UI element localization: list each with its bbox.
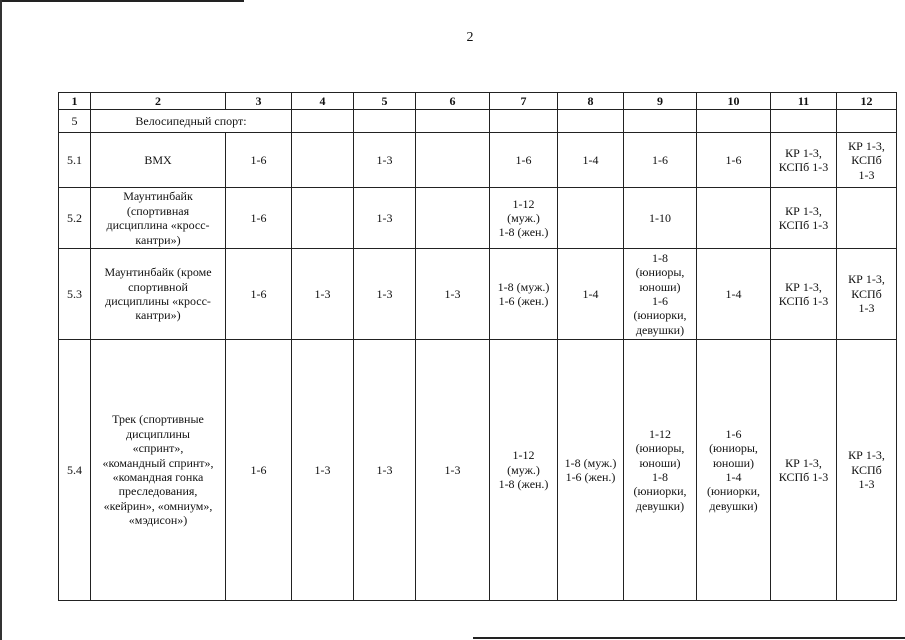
discipline-name-line: кантри») bbox=[135, 232, 181, 247]
cell-line: 1-3 bbox=[376, 286, 393, 301]
cell-line: (юниоры, bbox=[635, 441, 685, 456]
table-cell bbox=[354, 110, 416, 133]
cell-line: 1-12 bbox=[512, 196, 535, 211]
page-number: 2 bbox=[466, 30, 474, 45]
row-number: 5.3 bbox=[59, 248, 91, 339]
discipline-name-line: дисциплина «кросс- bbox=[106, 218, 210, 233]
cell-line: (муж.) bbox=[507, 462, 540, 477]
table-cell bbox=[697, 339, 771, 600]
table-cell bbox=[490, 248, 558, 339]
table-row bbox=[59, 339, 897, 600]
cell-line: КР 1-3, bbox=[785, 146, 822, 160]
discipline-name-line: «командная гонка bbox=[112, 469, 204, 484]
column-header: 3 bbox=[226, 93, 292, 110]
cell-line: 1-6 bbox=[250, 286, 267, 301]
cell-line: девушки) bbox=[635, 498, 685, 513]
cell-line: (юниорки, bbox=[633, 484, 687, 499]
cell-line: 1-3 bbox=[858, 301, 875, 316]
cell-line: 1-6 (жен.) bbox=[498, 293, 549, 308]
discipline-name bbox=[91, 339, 226, 600]
column-header: 12 bbox=[837, 93, 897, 110]
discipline-name-line: «мэдисон») bbox=[128, 513, 188, 528]
discipline-name-line: Маунтинбайк (кроме bbox=[104, 265, 212, 280]
sports-table bbox=[58, 92, 897, 601]
section-row bbox=[59, 110, 897, 133]
cell-line: 1-8 bbox=[652, 250, 668, 265]
table-cell bbox=[837, 110, 897, 133]
table-cell bbox=[837, 248, 897, 339]
table-cell bbox=[490, 110, 558, 133]
cell-line: КСПб 1-3 bbox=[778, 469, 829, 484]
table-cell bbox=[292, 133, 354, 188]
column-header: 4 bbox=[292, 93, 354, 110]
table-cell bbox=[837, 188, 897, 249]
discipline-name-line: «спринт», bbox=[132, 441, 184, 456]
cell-line: 1-8 bbox=[652, 469, 668, 484]
table-cell bbox=[771, 133, 837, 188]
cell-line: 1-4 bbox=[582, 286, 599, 301]
cell-line: 1-6 bbox=[250, 462, 267, 477]
cell-line: 1-3 bbox=[376, 462, 393, 477]
column-header: 2 bbox=[91, 93, 226, 110]
table-cell bbox=[292, 188, 354, 249]
cell-line: 1-8 (муж.) bbox=[564, 455, 617, 470]
table-cell bbox=[226, 133, 292, 188]
cell-line: 1-3 bbox=[376, 210, 393, 225]
table-cell bbox=[416, 188, 490, 249]
cell-line: (юниорки, bbox=[633, 308, 687, 323]
table-cell bbox=[624, 133, 697, 188]
column-header: 10 bbox=[697, 93, 771, 110]
discipline-name-line: «кейрин», «омниум», bbox=[103, 498, 213, 513]
discipline-name-line: Трек (спортивные bbox=[112, 412, 204, 427]
table-cell bbox=[771, 110, 837, 133]
table-cell bbox=[624, 188, 697, 249]
table-cell bbox=[558, 110, 624, 133]
cell-line: 1-6 bbox=[725, 426, 742, 441]
table-cell bbox=[416, 248, 490, 339]
column-header: 9 bbox=[624, 93, 697, 110]
cell-line: 1-4 bbox=[725, 286, 742, 301]
table-cell bbox=[354, 133, 416, 188]
cell-line: 1-6 bbox=[725, 153, 742, 168]
discipline-name-line: «командный спринт», bbox=[102, 455, 214, 470]
table-row bbox=[59, 188, 897, 249]
cell-line: 1-3 bbox=[314, 286, 331, 301]
table-cell bbox=[624, 339, 697, 600]
cell-line: 1-3 bbox=[858, 167, 875, 182]
table-cell bbox=[354, 248, 416, 339]
table-cell bbox=[490, 339, 558, 600]
cell-line: 1-8 (жен.) bbox=[498, 225, 549, 240]
cell-line: девушки) bbox=[709, 498, 758, 513]
table-cell bbox=[354, 339, 416, 600]
cell-line: КР 1-3, bbox=[848, 448, 885, 463]
table-cell bbox=[837, 133, 897, 188]
cell-line: 1-8 (муж.) bbox=[497, 279, 550, 294]
table-cell bbox=[771, 339, 837, 600]
discipline-name-line: (спортивная bbox=[126, 203, 190, 218]
discipline-name-line: дисциплины «кросс- bbox=[105, 293, 211, 308]
table-cell bbox=[837, 339, 897, 600]
column-header: 6 bbox=[416, 93, 490, 110]
cell-line: КР 1-3, bbox=[785, 203, 822, 218]
scan-artifact-top bbox=[0, 0, 244, 2]
column-header: 7 bbox=[490, 93, 558, 110]
cell-line: юноши) bbox=[639, 279, 681, 294]
cell-line: КСПб bbox=[851, 153, 882, 168]
discipline-name-line: дисциплины bbox=[125, 426, 190, 441]
table-cell bbox=[292, 248, 354, 339]
table-cell bbox=[226, 248, 292, 339]
cell-line: 1-12 bbox=[512, 448, 535, 463]
cell-line: девушки) bbox=[635, 322, 685, 337]
table-cell bbox=[771, 248, 837, 339]
column-header: 8 bbox=[558, 93, 624, 110]
cell-line: 1-10 bbox=[649, 210, 671, 225]
cell-line: КСПб bbox=[851, 462, 882, 477]
cell-line: 1-6 bbox=[652, 293, 668, 308]
table-cell bbox=[624, 248, 697, 339]
table-cell bbox=[771, 188, 837, 249]
section-title: Велосипедный спорт: bbox=[91, 110, 292, 133]
table-cell bbox=[354, 188, 416, 249]
scan-artifact-bottom bbox=[473, 637, 905, 639]
cell-line: юноши) bbox=[712, 455, 755, 470]
discipline-name-line: спортивной bbox=[128, 279, 188, 294]
table-row bbox=[59, 133, 897, 188]
cell-line: юноши) bbox=[639, 455, 681, 470]
table-cell bbox=[226, 188, 292, 249]
table-cell bbox=[416, 110, 490, 133]
cell-line: КР 1-3, bbox=[785, 455, 822, 470]
row-number: 5.1 bbox=[59, 133, 91, 188]
cell-line: (юниорки, bbox=[706, 484, 761, 499]
cell-line: КР 1-3, bbox=[848, 138, 885, 153]
cell-line: 1-3 bbox=[376, 153, 393, 168]
cell-line: 1-4 bbox=[725, 469, 742, 484]
table-cell bbox=[490, 188, 558, 249]
cell-line: 1-3 bbox=[444, 286, 461, 301]
discipline-name bbox=[91, 248, 226, 339]
cell-line: КСПб 1-3 bbox=[778, 218, 829, 233]
table-cell bbox=[697, 133, 771, 188]
cell-line: КСПб 1-3 bbox=[778, 293, 829, 308]
cell-line: 1-6 bbox=[652, 153, 668, 168]
table-cell bbox=[624, 110, 697, 133]
discipline-name bbox=[91, 188, 226, 249]
discipline-name bbox=[91, 133, 226, 188]
cell-line: 1-3 bbox=[314, 462, 331, 477]
discipline-name-line: кантри») bbox=[135, 308, 181, 323]
cell-line: 1-6 bbox=[515, 153, 532, 168]
table-cell bbox=[490, 133, 558, 188]
discipline-name-line: Маунтинбайк bbox=[123, 189, 193, 204]
column-header: 5 bbox=[354, 93, 416, 110]
cell-line: 1-8 (жен.) bbox=[498, 477, 549, 492]
cell-line: КСПб 1-3 bbox=[778, 160, 829, 175]
table-cell bbox=[416, 339, 490, 600]
cell-line: (юниоры, bbox=[635, 265, 685, 280]
section-number: 5 bbox=[59, 110, 91, 133]
discipline-name-line: BMX bbox=[144, 153, 172, 168]
table-cell bbox=[558, 339, 624, 600]
cell-line: (юниоры, bbox=[709, 441, 758, 456]
cell-line: (муж.) bbox=[507, 210, 540, 225]
header-row bbox=[59, 93, 897, 110]
cell-line: 1-12 bbox=[649, 426, 671, 441]
table-cell bbox=[697, 110, 771, 133]
cell-line: 1-3 bbox=[444, 462, 461, 477]
row-number: 5.2 bbox=[59, 188, 91, 249]
cell-line: 1-4 bbox=[582, 153, 599, 168]
table-cell bbox=[226, 339, 292, 600]
cell-line: 1-6 (жен.) bbox=[565, 469, 616, 484]
table-cell bbox=[697, 188, 771, 249]
cell-line: КР 1-3, bbox=[785, 279, 822, 294]
row-number: 5.4 bbox=[59, 339, 91, 600]
cell-line: КСПб bbox=[851, 286, 882, 301]
table-cell bbox=[558, 188, 624, 249]
table-cell bbox=[558, 133, 624, 188]
column-header: 11 bbox=[771, 93, 837, 110]
cell-line: КР 1-3, bbox=[848, 272, 885, 287]
scan-artifact-left-edge bbox=[0, 0, 2, 640]
table-cell bbox=[697, 248, 771, 339]
table-cell bbox=[292, 110, 354, 133]
table-row bbox=[59, 248, 897, 339]
cell-line: 1-6 bbox=[250, 153, 267, 168]
column-header: 1 bbox=[59, 93, 91, 110]
discipline-name-line: преследования, bbox=[118, 484, 198, 499]
table-cell bbox=[558, 248, 624, 339]
cell-line: 1-6 bbox=[250, 210, 267, 225]
table-cell bbox=[292, 339, 354, 600]
cell-line: 1-3 bbox=[858, 477, 875, 492]
table-cell bbox=[416, 133, 490, 188]
